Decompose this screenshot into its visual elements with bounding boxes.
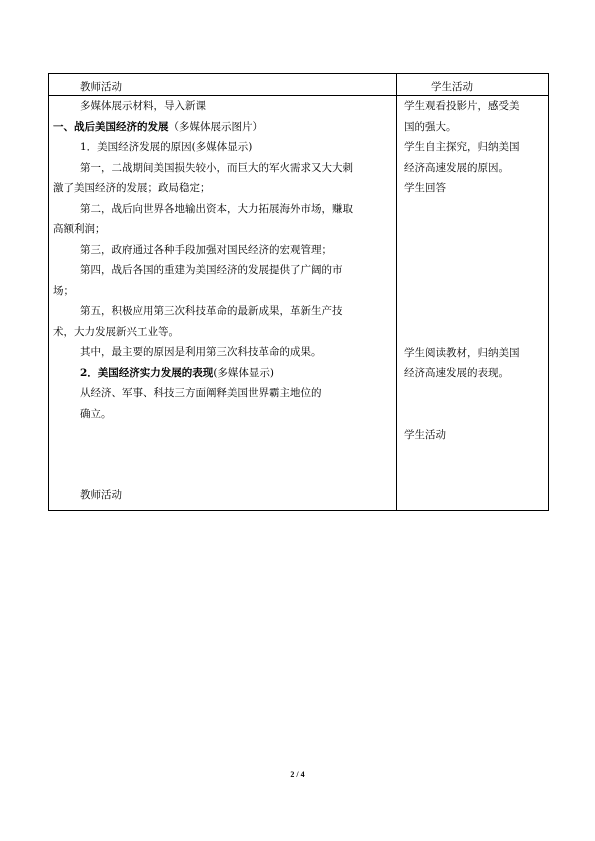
intro-line: 多媒体展示材料，导入新课: [80, 100, 206, 112]
content-row: [49, 96, 549, 511]
section-heading: [53, 117, 392, 138]
teacher-activity-heading: 教师活动: [80, 81, 122, 93]
student-line: 经济高速发展的表现。: [404, 367, 509, 379]
paragraph-line: 确立。: [80, 407, 112, 420]
performance-note: (多媒体显示): [213, 366, 275, 379]
paragraph-line: 第二，战后向世界各地输出资本，大力拓展海外市场，赚取: [80, 202, 353, 215]
student-line: 学生自主探究，归纳美国: [404, 141, 520, 153]
student-line: 经济高速发展的原因。: [404, 161, 509, 174]
section-title: 一、战后美国经济的发展: [53, 120, 169, 133]
performance-title: 2．美国经济实力发展的表现: [80, 366, 214, 379]
student-header-cell: [397, 74, 549, 96]
teacher-activity-footer-label: 教师活动: [80, 489, 122, 501]
paragraph-line: 从经济、军事、科技三方面阐释美国世界霸主地位的: [80, 387, 322, 399]
student-activities: [401, 96, 544, 445]
page-number: 2 / 4: [290, 770, 305, 779]
student-activity-footer-label: 学生活动: [404, 428, 446, 441]
paragraph-line: 第五，积极应用第三次科技革命的最新成果，革新生产技: [80, 305, 343, 317]
paragraph-line: 高额利润；: [53, 223, 106, 235]
student-line: 学生回答: [404, 182, 446, 194]
student-line: 国的强大。: [404, 120, 457, 133]
teacher-header-cell: [49, 74, 397, 96]
paragraph-line: 激了美国经济的发展；政局稳定；: [53, 182, 211, 194]
student-content-cell: [397, 96, 549, 511]
header-row: [49, 74, 549, 96]
teacher-content-cell: [49, 96, 397, 511]
spacer: [401, 199, 544, 343]
performance-subheading: [53, 363, 392, 384]
reasons-subheading: 1．美国经济发展的原因(多媒体显示): [80, 141, 253, 153]
paragraph-line: 场；: [53, 284, 74, 297]
student-line: 学生阅读教材，归纳美国: [404, 346, 520, 359]
paragraph-line: 第三，政府通过各种手段加强对国民经济的宏观管理；: [80, 243, 332, 256]
paragraph-line: 第四，战后各国的重建为美国经济的发展提供了广阔的市: [80, 264, 343, 276]
student-activity-heading: 学生活动: [431, 81, 473, 93]
paragraph-line: 术，大力发展新兴工业等。: [53, 325, 179, 338]
section-note: （多媒体展示图片）: [168, 120, 263, 133]
paragraph-line: 其中，最主要的原因是利用第三次科技革命的成果。: [80, 346, 322, 358]
spacer: [53, 424, 392, 485]
spacer: [401, 384, 544, 425]
student-line: 学生观看投影片，感受美: [404, 100, 520, 112]
paragraph-line: 第一，二战期间美国损失较小，而巨大的军火需求又大大刺: [80, 161, 353, 174]
lesson-plan-table: [48, 73, 549, 511]
